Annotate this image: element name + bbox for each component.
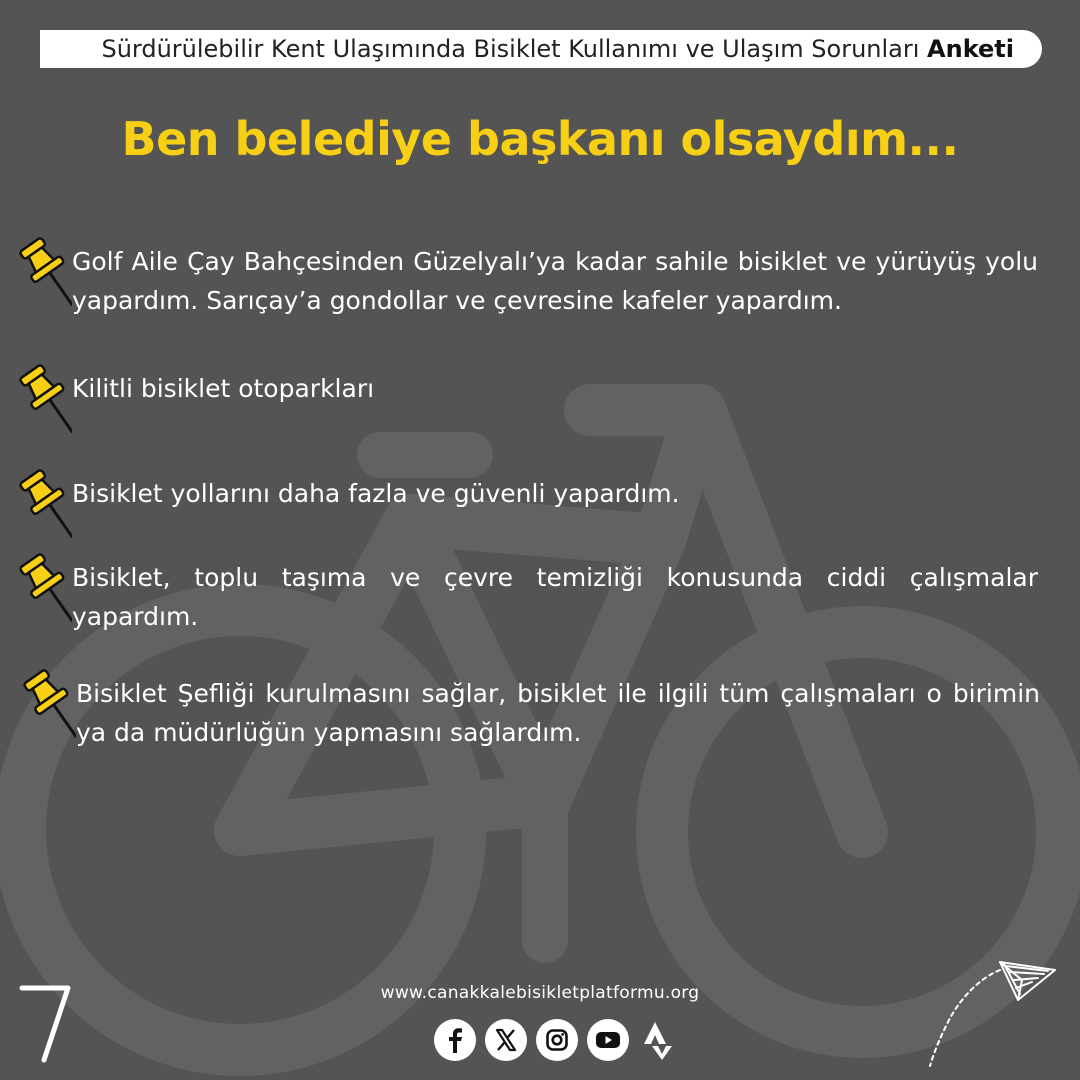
pushpin-icon	[18, 236, 72, 316]
pushpin-icon	[18, 363, 72, 443]
pushpin-icon	[18, 468, 72, 548]
item-text: Golf Aile Çay Bahçesinden Güzelyalı’ya kadar sahile bisiklet ve yürüyüş yolu yapardım. Sarıçay’a gondollar ve çevresine kafeler yapardım.	[72, 247, 1038, 315]
x-icon[interactable]	[485, 1019, 527, 1061]
facebook-icon[interactable]	[434, 1019, 476, 1061]
instagram-icon[interactable]	[536, 1019, 578, 1061]
survey-title	[101, 35, 1014, 63]
list-item	[22, 674, 1042, 752]
list-item	[18, 474, 1040, 548]
list-item	[18, 558, 1040, 636]
pushpin-icon	[22, 668, 76, 748]
social-links	[434, 1018, 678, 1062]
survey-title-regular: Sürdürülebilir Kent Ulaşımında Bisiklet Kullanımı ve Ulaşım Sorunları	[101, 35, 920, 63]
youtube-icon[interactable]	[587, 1019, 629, 1061]
pushpin-icon	[18, 552, 72, 632]
item-text: Kilitli bisiklet otoparkları	[72, 374, 375, 403]
survey-title-banner	[40, 30, 1042, 68]
item-text: Bisiklet yollarını daha fazla ve güvenli yapardım.	[72, 479, 680, 508]
website-link[interactable]: www.canakkalebisikletplatformu.org	[380, 983, 700, 1003]
page-title: Ben belediye başkanı olsaydım...	[121, 112, 959, 166]
item-text: Bisiklet, toplu taşıma ve çevre temizliği konusunda ciddi çalışmalar yapardım.	[72, 563, 1038, 631]
strava-icon[interactable]	[638, 1018, 678, 1062]
paper-plane-icon	[920, 950, 1060, 1070]
list-item	[18, 369, 1040, 443]
survey-title-bold: Anketi	[927, 35, 1014, 63]
list-item	[18, 242, 1040, 320]
item-text: Bisiklet Şefliği kurulmasını sağlar, bisiklet ile ilgili tüm çalışmaları o birimin ya da müdürlüğün yapmasını sağlardım.	[76, 679, 1040, 747]
